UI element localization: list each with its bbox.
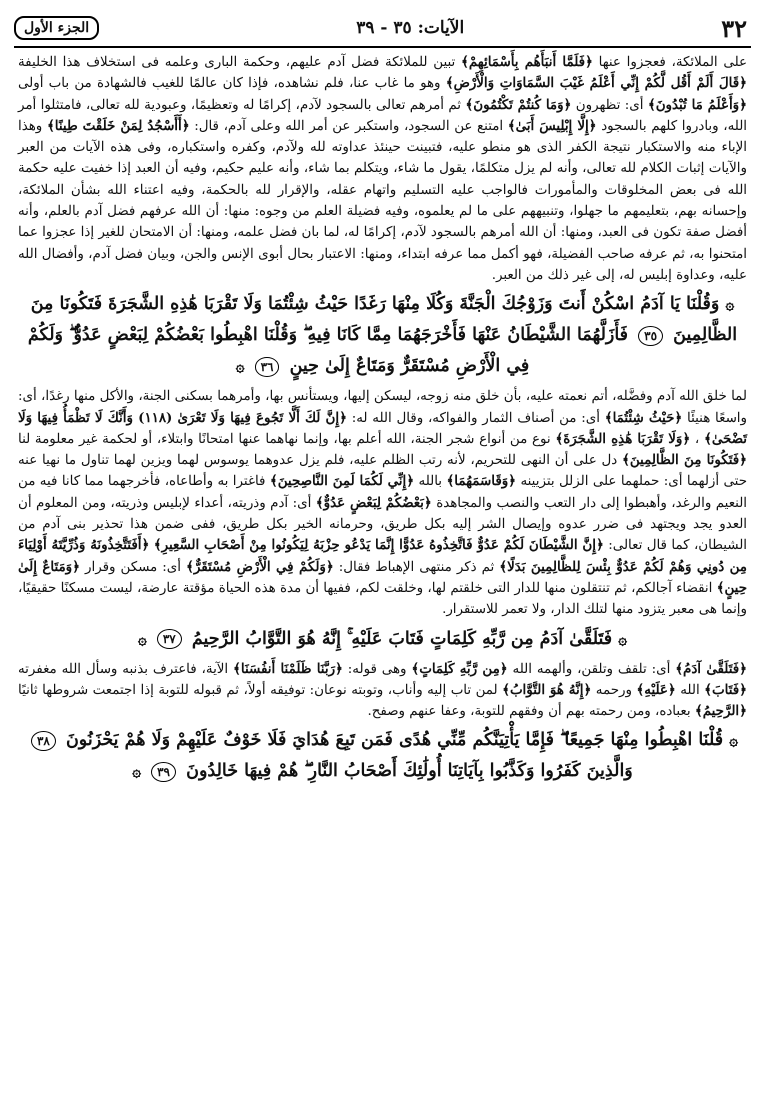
tafsir-paragraph-2 (18, 386, 747, 620)
verse-35-text: وَقُلْنَا يَا آدَمُ اسْكُنْ أَنتَ وَزَوْجُكَ الْجَنَّةَ وَكُلَا مِنْهَا رَغَدًا حَيْثُ شِئْتُمَا وَلَا تَقْرَبَا هَٰذِهِ الشَّجَرَةَ فَتَكُونَا مِنَ الظَّالِمِينَ (30, 294, 738, 346)
commentary-text: ثم أمرهم تعالى بالسجود لآدم، إكرامًا له وتعظيمًا، وعبودية لله تعالى، فامتثلوا أمر الله، وبادروا كلهم بالسجود (18, 97, 747, 134)
quran-quote: ﴿أَأَسْجُدُ لِمَنْ خَلَقْتَ طِينًا﴾ (46, 117, 190, 134)
commentary-text: ثم ذكر منتهى الإهباط فقال: (333, 559, 500, 575)
quran-quote: ﴿وَلَا تَقْرَبَا هَٰذِهِ الشَّجَرَةَ﴾ (555, 430, 691, 447)
commentary-text: الآية، فاعترف بذنبه وسأل الله مغفرته (18, 661, 234, 677)
commentary-text: ، (690, 431, 704, 447)
quran-quote: ﴿إِنِّي لَكُمَا لَمِنَ النَّاصِحِينَ﴾ (269, 473, 415, 490)
verse-ornament-icon: ۞ (235, 357, 245, 376)
commentary-text: أى: تظهرون (571, 97, 648, 113)
commentary-text: الله (675, 682, 705, 698)
page-header (14, 10, 751, 48)
commentary-text: لما خلق الله آدم وفضَّله، أتم نعمته عليه، بأن خلق منه زوجه، ليسكن إليها، ويستأنس بها، وأمرهما بسكنى الجنة، والأكل منها رغدًا، أى: واسعًا هنيئًا (18, 389, 747, 426)
verse-ornament-icon: ۞ (729, 731, 739, 750)
commentary-text: انقضاء آجالكم، ثم تنتقلون منها للدار التى خلقتم لها، وخلقت لكم، ففيها أن مدة هذه الحياة مؤقتة عارضة، ليست مسكنًا حقيقيًا، وإنما هى معبر يتزود منها لتلك الدار، ولا تعمر للاستقرار. (18, 580, 747, 618)
verse-number-38: ٣٨ (31, 731, 56, 751)
verse-ornament-icon: ۞ (725, 295, 735, 314)
quran-quote: ﴿قَالَ أَلَمْ أَقُل لَّكُمْ إِنِّي أَعْلَمُ غَيْبَ السَّمَاوَاتِ وَالْأَرْضِ﴾ (445, 75, 747, 92)
quran-quote: ﴿إِنَّهُ هُوَ التَّوَّابُ﴾ (502, 681, 592, 698)
quran-quote: ﴿مِن رَّبِّهِ كَلِمَاتٍ﴾ (411, 660, 508, 677)
verse-number-35: ٣٥ (638, 326, 663, 346)
quran-quote: ﴿رَبَّنَا ظَلَمْنَا أَنفُسَنَا﴾ (233, 660, 343, 677)
commentary-text: امتنع عن السجود، واستكبر عن أمر الله وعلى آدم، قال: (189, 118, 508, 134)
quran-quote: ﴿أَفَتَتَّخِذُونَهُ وَذُرِّيَّتَهُ أَوْلِيَاءَ مِن دُونِي وَهُمْ لَكُمْ عَدُوٌّ بِئْسَ لِلظَّالِمِينَ بَدَلًا﴾ (18, 537, 747, 575)
commentary-text: بالله (414, 474, 447, 490)
commentary-text: وهى قوله: (342, 661, 412, 677)
commentary-text: تبين للملائكة فضل آدم عليهم، وحكمة البارى وعلمه فى استخلاف هذا الخليفة (18, 55, 462, 70)
verse-ornament-icon: ۞ (137, 629, 147, 648)
ayat-range: الآيات: ٣٥ - ٣٩ (356, 18, 465, 38)
verse-38-text: قُلْنَا اهْبِطُوا مِنْهَا جَمِيعًا ۖ فَإِمَّا يَأْتِيَنَّكُم مِّنِّي هُدًى فَمَن تَبِعَ هُدَايَ فَلَا خَوْفٌ عَلَيْهِمْ وَلَا هُمْ يَحْزَنُونَ (65, 730, 724, 751)
quran-quote: ﴿وَلَكُمْ فِي الْأَرْضِ مُسْتَقَرٌّ﴾ (185, 558, 334, 575)
quran-quote: ﴿وَقَاسَمَهُمَا﴾ (446, 473, 517, 490)
tafsir-paragraph-1 (18, 52, 747, 286)
page-number: ٣٢ (721, 13, 747, 43)
quran-verse-37 (18, 624, 747, 655)
juz-label: الجزء الأول (14, 16, 99, 40)
quran-quote: ﴿فَتَكُونَا مِنَ الظَّالِمِينَ﴾ (622, 452, 747, 469)
book-page (14, 10, 751, 1102)
commentary-text: لمن تاب إليه وأناب، وتوبته نوعان: توفيقه أولاً، ثم قبوله للتوبة إذا اجتمعت شروطها ثانيًا (18, 682, 503, 698)
verse-number-37: ٣٧ (157, 629, 182, 649)
commentary-text: أى: من أصناف الثمار والفواكه، وقال الله له: (346, 410, 605, 426)
quran-quote: ﴿وَأَعْلَمُ مَا تُبْدُونَ﴾ (647, 96, 747, 113)
quran-quote: ﴿حَيْثُ شِئْتُمَا﴾ (604, 409, 683, 426)
commentary-text: أى: تلقف وتلقن، وألهمه الله (507, 661, 676, 677)
verse-number-36: ٣٦ (255, 357, 280, 377)
verse-number-39: ٣٩ (151, 762, 176, 782)
quran-quote: ﴿عَلَيْهِ﴾ (636, 681, 676, 698)
verse-37-text: فَتَلَقَّىٰ آدَمُ مِن رَّبِّهِ كَلِمَاتٍ فَتَابَ عَلَيْهِ ۚ إِنَّهُ هُوَ التَّوَّابُ الرَّحِيمُ (191, 628, 613, 649)
commentary-text: ورحمه (591, 682, 637, 698)
commentary-text: نوع من أنواع شجر الجنة، الله أعلم بها، وإنما نهاهما عنها امتحانًا وابتلاء، أو لحكمة غير معلومة لنا (18, 431, 556, 447)
commentary-text: أى: مسكن وقرار (80, 559, 186, 575)
quran-quote: ﴿وَمَتَاعٌ إِلَىٰ حِينٍ﴾ (18, 558, 747, 596)
quran-verse-38-39 (18, 725, 747, 787)
verse-ornament-icon: ۞ (618, 629, 628, 648)
quran-quote: ﴿الرَّحِيمُ﴾ (694, 703, 747, 720)
quran-quote: ﴿بَعْضُكُمْ لِبَعْضٍ عَدُوٌّ﴾ (315, 494, 432, 511)
quran-quote: ﴿وَمَا كُنتُمْ تَكْتُمُونَ﴾ (465, 96, 572, 113)
quran-quote: ﴿إِلَّا إِبْلِيسَ أَبَىٰ﴾ (507, 117, 597, 134)
commentary-text: فاغترا به وأطاعاه، فأخرجهما مما كانا فيه من النعيم والرغد، وأهبطوا إلى دار التعب والنصب والمجاهدة (18, 474, 747, 511)
commentary-text: دل على أن النهى للتحريم، لأنه رتب الظلم عليه، فلم يزل عدوهما يوسوس لهما ويزين لهما تناول ما نهيا عنه حتى أزلهما أى: حملهما على الزلل بتزيينه (18, 453, 747, 490)
verse-39-text: وَالَّذِينَ كَفَرُوا وَكَذَّبُوا بِآيَاتِنَا أُولَٰئِكَ أَصْحَابُ النَّارِ ۖ هُمْ فِيهَا خَالِدُونَ (186, 761, 633, 782)
commentary-text: أى: آدم وذريته، أعداء لإبليس وذريته، ومن المعلوم أن العدو يجد ويجتهد فى ضرر عدوه وإيصال الشر إليه بكل طريق، وحرمانه الخير بكل طريق، ففى ضمن هذا تحذير بنى آدم من الشيطان، كما قال تعالى: (18, 495, 747, 554)
quran-quote: ﴿فَلَمَّا أَنبَأَهُم بِأَسْمَائِهِمْ﴾ (461, 54, 593, 70)
commentary-text: وهو ما غاب عنا، فلم نشاهده، فإذا كان عالمًا للغيب فالشهادة من باب أولى (18, 76, 446, 92)
verse-36-text: فَأَزَلَّهُمَا الشَّيْطَانُ عَنْهَا فَأَخْرَجَهُمَا مِمَّا كَانَا فِيهِ ۖ وَقُلْنَا اهْبِطُوا بَعْضُكُمْ لِبَعْضٍ عَدُوٌّ ۖ وَلَكُمْ فِي الْأَرْضِ مُسْتَقَرٌّ وَمَتَاعٌ إِلَىٰ حِينٍ (27, 325, 629, 377)
verse-ornament-icon: ۞ (132, 762, 142, 781)
quran-quote: ﴿إِنَّ الشَّيْطَانَ لَكُمْ عَدُوٌّ فَاتَّخِذُوهُ عَدُوًّا إِنَّمَا يَدْعُو حِزْبَهُ لِيَكُونُوا مِنْ أَصْحَابِ السَّعِيرِ﴾ (153, 537, 604, 554)
quran-quote: ﴿إِنَّ لَكَ أَلَّا تَجُوعَ فِيهَا وَلَا تَعْرَىٰ (١١٨) وَأَنَّكَ لَا تَظْمَأُ فِيهَا وَلَا تَضْحَىٰ﴾ (18, 409, 747, 447)
quran-verse-35-36 (18, 289, 747, 382)
commentary-text: وهذا الإباء منه والاستكبار نتيجة الكفر الذى هو منطو عليه، فتبينت حينئذ عداوته لله ولآدم، وكفره واستكباره، وفى هذه الآيات من العبر والآيات إثبات الكلام لله تعالى، وأنه لم يزل متكلمًا، يقول ما شاء، ويتكلم بما شاء، وأنه عليم حكيم، وفيه أن العبد إذا خفيت عليه حكمة الله فى بعض المخلوقات والمأمورات فالواجب عليه التسليم واتهام عقله، والإقرار لله بالحكمة، وفيه اعتناء الله بشأن الملائكة، وإحسانه بهم، بتعليمهم ما جهلوا، وتنبيههم على ما لم يعلموه، وفيه فضيلة العلم من وجوه: منها: أن الله عرفهم فضل آدم بالعلم، وأنه أفضل صفة تكون فى العبد، ومنها: أن الله أمرهم بالسجود لآدم، إكرامًا له، لما بان فضل علمه، ومنها: أن الامتحان للغير إذا عجزوا عما امتحنوا به، ثم عرفه صاحب الفضيلة، فهو أكمل مما عرفه ابتداء، ومنها: الاعتبار بحال أبوى الإنس والجن، وبيان فضل آدم، وأفضال الله عليه، وعداوة إبليس له، إلى غير ذلك من العبر. (18, 118, 747, 283)
commentary-text: على الملائكة، فعجزوا عنها (592, 55, 747, 70)
quran-quote: ﴿فَتَلَقَّىٰ آدَمُ﴾ (675, 660, 747, 677)
quran-quote: ﴿فَتَابَ﴾ (704, 681, 747, 698)
tafsir-paragraph-3 (18, 659, 747, 723)
commentary-text: بعباده، ومن رحمته بهم أن وفقهم للتوبة، وعفا عنهم وصفح. (367, 704, 695, 720)
